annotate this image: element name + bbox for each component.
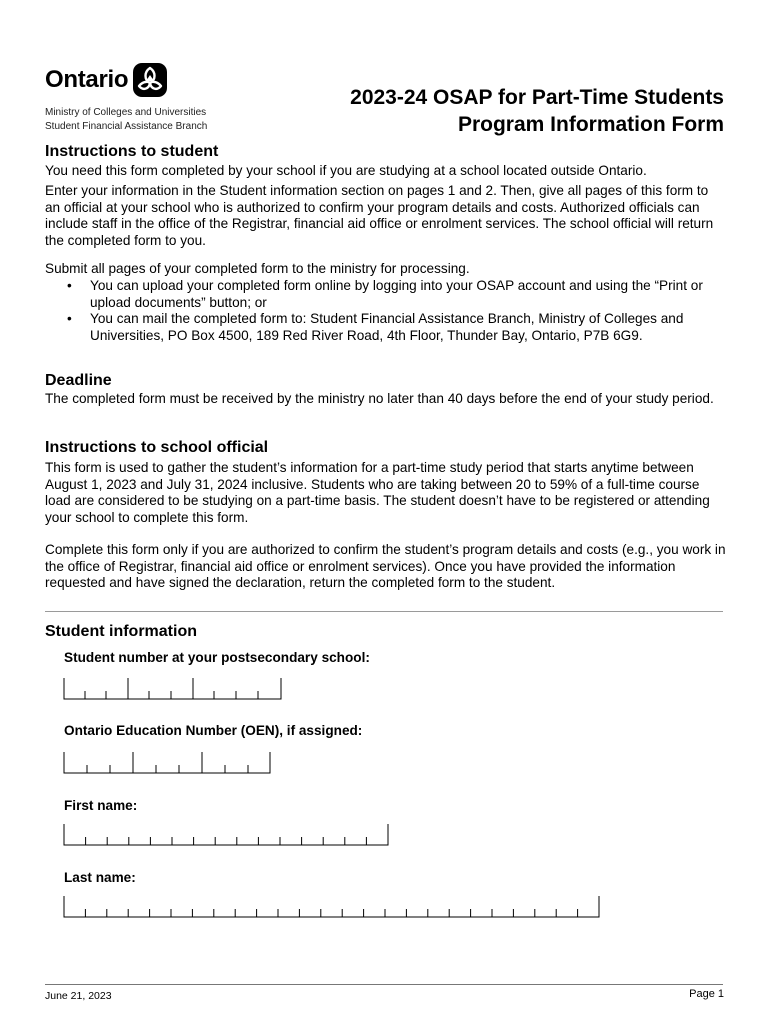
first-name-comb-boxes (63, 823, 391, 847)
list-item: • You can mail the completed form to: Student Financial Assistance Branch, Ministry of Colleges and Universities, PO Box 4500, 189 Red River Road, 4th Floor, Thunder Bay, Ontario, P7B 6G9. (67, 311, 684, 343)
instructions-school-p1: This form is used to gather the student’s information for a part-time study period that starts anytime between August 1, 2023 and July 31, 2024 inclusive. Students who are taking between 20 to 59% of a full-time course load are considered to be studying on a part-time basis. The student doesn’t have to be registered or attending your school to complete this form. (45, 460, 710, 525)
section-divider (45, 611, 723, 612)
instructions-student-heading: Instructions to student (45, 143, 219, 160)
instructions-student-p3: Submit all pages of your completed form to the ministry for processing. (45, 261, 470, 276)
last-name-comb-boxes (63, 895, 603, 919)
footer-divider (45, 984, 723, 985)
list-item: • You can upload your completed form online by logging into your OSAP account and using the “Print or upload documents” button; or (67, 278, 703, 310)
student-number-field[interactable] (63, 677, 283, 699)
first-name-field[interactable] (63, 823, 391, 845)
instructions-student-p2: Enter your information in the Student information section on pages 1 and 2. Then, give all pages of this form to an official at your school who is authorized to confirm your program details and costs. Authorized officials can include staff in the office of the Registrar, financial aid office or enrolment services. The school official will return the completed form to you. (45, 183, 714, 248)
footer-date: June 21, 2023 (45, 990, 112, 1002)
first-name-label: First name: (64, 798, 138, 813)
instructions-school-heading: Instructions to school official (45, 439, 269, 456)
submission-options-list (45, 278, 727, 344)
form-title: 2023-24 OSAP for Part-Time Students Program Information Form (350, 86, 724, 136)
ontario-logo (45, 62, 168, 98)
page-number: Page 1 (689, 988, 724, 1000)
last-name-label: Last name: (64, 870, 136, 885)
deadline-heading: Deadline (45, 372, 112, 389)
ministry-name: Ministry of Colleges and Universities Student Financial Assistance Branch (45, 107, 208, 132)
instructions-school-p2: Complete this form only if you are authorized to confirm the student’s program details and costs (e.g., you work in the office of Registrar, financial aid office or enrolment services). Once you have provided the information requested and have signed the declaration, return the completed form to the student. (45, 542, 726, 590)
oen-comb-boxes (63, 751, 273, 775)
oen-field[interactable] (63, 751, 273, 773)
trillium-icon (132, 62, 168, 98)
student-number-label: Student number at your postsecondary school: (64, 650, 370, 665)
student-number-comb-boxes (63, 677, 283, 701)
logo-wordmark: Ontario (45, 66, 129, 93)
last-name-field[interactable] (63, 895, 603, 917)
student-info-heading: Student information (45, 623, 197, 640)
instructions-student-p1: You need this form completed by your school if you are studying at a school located outside Ontario. (45, 163, 647, 178)
oen-label: Ontario Education Number (OEN), if assigned: (64, 723, 363, 738)
deadline-text: The completed form must be received by the ministry no later than 40 days before the end of your study period. (45, 391, 714, 406)
